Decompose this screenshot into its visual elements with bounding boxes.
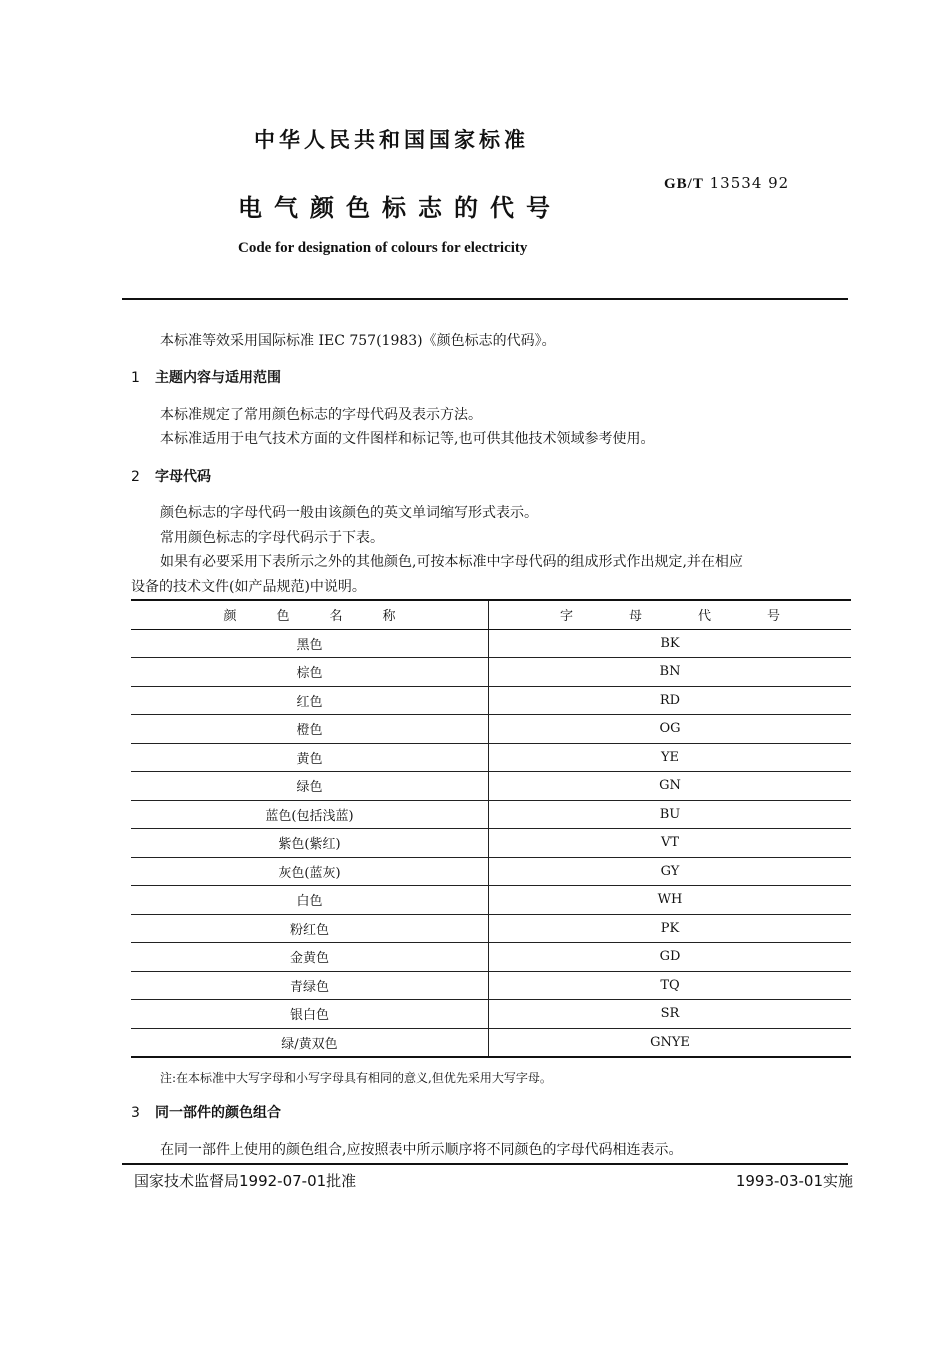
section-2-paragraph: 如果有必要采用下表所示之外的其他颜色,可按本标准中字母代码的组成形式作出规定,并在相应 [160,554,743,570]
color-name-cell: 黑色 [131,629,489,658]
table-row [131,800,851,829]
section-3-paragraph: 在同一部件上使用的颜色组合,应按照表中所示顺序将不同颜色的字母代码相连表示。 [160,1142,683,1158]
section-2-paragraph: 设备的技术文件(如产品规范)中说明。 [131,579,366,595]
color-code-cell: TQ [489,971,852,1000]
table-note: 注:在本标准中大写字母和小写字母具有相同的意义,但优先采用大写字母。 [160,1071,552,1085]
color-name-cell: 灰色(蓝灰) [131,857,489,886]
section-1-title: 主题内容与适用范围 [155,370,281,386]
table-row [131,686,851,715]
color-code-cell: RD [489,686,852,715]
color-name-cell: 金黄色 [131,943,489,972]
section-2-heading [131,466,211,486]
table-row [131,1028,851,1057]
color-code-cell: SR [489,1000,852,1029]
standard-label: 中华人民共和国国家标准 [254,128,529,152]
document-title: 电气颜色标志的代号 [238,194,562,222]
section-2-number: 2 [131,469,140,485]
table-row [131,743,851,772]
section-3-heading [131,1102,281,1122]
table-row [131,658,851,687]
table-row [131,1000,851,1029]
header-letter-code-label: 字母代号 [559,609,836,625]
color-name-cell: 粉红色 [131,914,489,943]
table-row [131,715,851,744]
section-3-title: 同一部件的颜色组合 [155,1105,281,1121]
color-name-cell: 橙色 [131,715,489,744]
table-header-row [131,600,851,629]
color-name-cell: 青绿色 [131,971,489,1000]
color-code-table [131,599,851,1058]
section-3-number: 3 [131,1105,140,1121]
color-code-cell: BN [489,658,852,687]
table-row [131,629,851,658]
table-row [131,772,851,801]
color-name-cell: 棕色 [131,658,489,687]
intro-paragraph: 本标准等效采用国际标准 IEC 757(1983)《颜色标志的代码》。 [160,333,556,349]
header-divider [122,298,848,300]
section-2-title: 字母代码 [155,469,211,485]
table-row [131,914,851,943]
header-letter-code [489,600,852,629]
table-row [131,943,851,972]
color-name-cell: 紫色(紫红) [131,829,489,858]
color-name-cell: 银白色 [131,1000,489,1029]
section-1-heading [131,367,281,387]
color-code-cell: GD [489,943,852,972]
color-code-cell: GY [489,857,852,886]
color-code-cell: PK [489,914,852,943]
approval-line: 国家技术监督局1992-07-01批准 [134,1172,357,1190]
section-2-paragraph: 常用颜色标志的字母代码示于下表。 [160,530,384,546]
color-code-cell: VT [489,829,852,858]
table-row [131,857,851,886]
standard-code-prefix: GB/T [664,176,704,192]
section-1-paragraph: 本标准规定了常用颜色标志的字母代码及表示方法。 [160,407,482,423]
color-name-cell: 绿色 [131,772,489,801]
color-name-cell: 白色 [131,886,489,915]
table-row [131,886,851,915]
section-1-paragraph: 本标准适用于电气技术方面的文件图样和标记等,也可供其他技术领域参考使用。 [160,431,655,447]
effective-date: 1993-03-01实施 [735,1172,853,1190]
color-code-cell: GN [489,772,852,801]
color-code-cell: GNYE [489,1028,852,1057]
standard-code [664,174,789,193]
color-code-cell: WH [489,886,852,915]
color-code-cell: YE [489,743,852,772]
color-code-cell: BU [489,800,852,829]
color-name-cell: 红色 [131,686,489,715]
table-row [131,971,851,1000]
color-code-cell: OG [489,715,852,744]
header-color-name-label: 颜色名称 [223,609,436,625]
color-code-cell: BK [489,629,852,658]
document-title-english: Code for designation of colours for electricity [238,240,528,256]
table-row [131,829,851,858]
header-color-name [131,600,489,629]
standard-code-number: 13534 92 [709,174,790,192]
section-1-number: 1 [131,370,140,386]
color-name-cell: 蓝色(包括浅蓝) [131,800,489,829]
color-name-cell: 绿/黄双色 [131,1028,489,1057]
color-name-cell: 黄色 [131,743,489,772]
footer-divider [122,1163,848,1165]
section-2-paragraph: 颜色标志的字母代码一般由该颜色的英文单词缩写形式表示。 [160,505,538,521]
